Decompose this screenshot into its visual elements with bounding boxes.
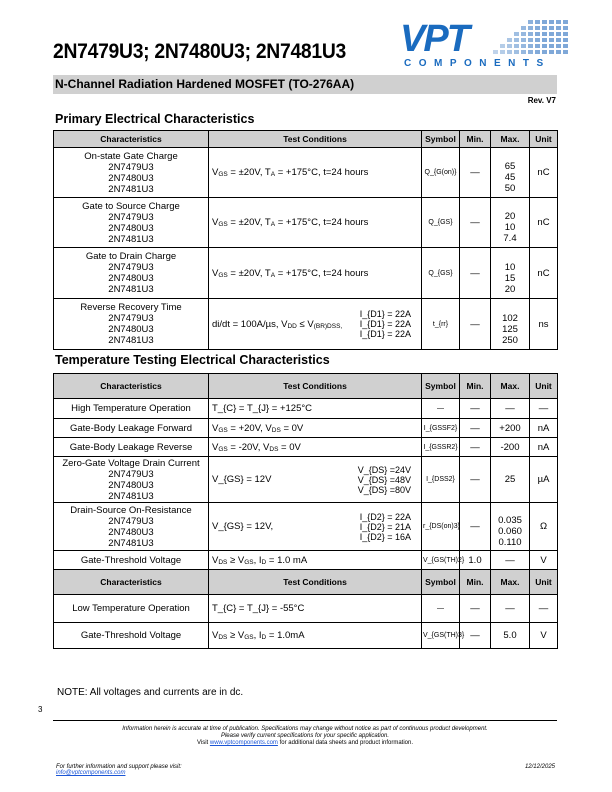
max-value: — [505, 554, 515, 566]
footer-date: 12/12/2025 [524, 764, 555, 770]
footer-divider [53, 720, 557, 721]
min-cell: — [460, 148, 491, 198]
characteristic-name: High Temperature Operation [71, 403, 191, 414]
conditions [212, 167, 419, 178]
part-number: 2N7481U3 [108, 490, 154, 502]
max-cell [491, 623, 530, 649]
table-row [54, 595, 558, 623]
revision: Rev. V7 [527, 96, 556, 105]
max-value: 15 [504, 272, 516, 284]
conditions [212, 603, 419, 614]
max-value: 50 [504, 183, 516, 194]
visit-prefix: Visit [196, 740, 210, 746]
footer-visit [53, 740, 557, 746]
condition-text: $V_{GS} = \pm 20V$, $T_A = +175^\circ C$, t=24 hours [212, 167, 369, 178]
page-number: 3 [38, 705, 43, 714]
footer-disclaimer: Information herein is accurate at time of publication. Specifications may change without notice as part of continuous product development. [122, 726, 488, 732]
characteristic-name: Gate-Body Leakage Reverse [69, 441, 193, 453]
min-cell: — [460, 503, 491, 551]
symbol-cell: t_{rr} [422, 299, 460, 350]
unit-cell: nC [530, 148, 558, 198]
column-header: Max. [491, 131, 530, 148]
part-number: 2N7481U3 [108, 233, 154, 245]
unit-cell: nA [530, 438, 558, 457]
conditions [212, 309, 419, 339]
characteristic-name: Gate-Threshold Voltage [80, 630, 182, 641]
column-header: Min. [460, 131, 491, 148]
unit-cell: — [530, 595, 558, 623]
part-number: 2N7481U3 [108, 537, 154, 549]
symbol-cell: Q_{GS} [422, 248, 460, 299]
primary-characteristics-table [53, 130, 558, 350]
min-cell: — [460, 595, 491, 623]
part-number: 2N7480U3 [108, 273, 154, 284]
characteristic-cell [54, 198, 209, 248]
email-link[interactable]: info@vptcomponents.com [56, 770, 126, 776]
section-title-primary: Primary Electrical Characteristics [55, 112, 255, 126]
svg-text:VPT: VPT [400, 18, 468, 60]
symbol-cell: r_{DS(on)3} [422, 503, 460, 551]
condition-text: $V_{GS} = +20V$, $V_{DS} = 0V$ [212, 422, 304, 434]
max-cell [491, 457, 530, 503]
characteristic-name: On-state Gate Charge [84, 150, 178, 162]
characteristic-name: Low Temperature Operation [72, 603, 190, 614]
column-header: Test Conditions [209, 570, 422, 595]
table-row [54, 503, 558, 551]
part-number: 2N7481U3 [108, 284, 154, 295]
table-row [54, 438, 558, 457]
unit-cell: V [530, 623, 558, 649]
symbol-cell: I_{DSS2} [422, 457, 460, 503]
test-conditions-cell [209, 198, 422, 248]
condition-text: $V_{GS} = \pm 20V$, $T_A = +175^\circ C$, t=24 hours [212, 267, 369, 279]
column-header: Unit [530, 131, 558, 148]
test-conditions-cell [209, 551, 422, 570]
max-value: -200 [500, 441, 520, 453]
condition-text: T_{C} = T_{J} = +125°C [212, 403, 313, 414]
column-header: Test Conditions [209, 131, 422, 148]
footer-verify: Please verify current specifications for your specific application. [220, 733, 390, 739]
part-number: 2N7479U3 [108, 313, 154, 324]
unit-cell: — [530, 399, 558, 419]
condition-value: V_{DS} =48V [357, 474, 411, 485]
min-cell: — [460, 299, 491, 350]
max-value: 10 [504, 222, 516, 233]
symbol-cell: Q_{GS} [422, 198, 460, 248]
max-value: 250 [502, 334, 518, 346]
max-cell [491, 299, 530, 350]
table-row [54, 248, 558, 299]
characteristic-cell [54, 248, 209, 299]
symbol-cell: V_{GS(TH)3} [422, 623, 460, 649]
conditions [212, 442, 419, 453]
test-conditions-cell [209, 148, 422, 198]
test-conditions-cell [209, 457, 422, 503]
max-value: 10 [504, 261, 516, 273]
part-number: 2N7481U3 [108, 335, 154, 346]
characteristic-cell [54, 551, 209, 570]
condition-text: V_{GS} = 12V, [212, 521, 274, 532]
table-row [54, 551, 558, 570]
unit-cell: nA [530, 419, 558, 438]
symbol-cell: — [422, 399, 460, 419]
symbol-cell: Q_{G(on)} [422, 148, 460, 198]
subtitle: N-Channel Radiation Hardened MOSFET (TO-276AA) [55, 77, 355, 91]
section-title-temperature: Temperature Testing Electrical Characteristics [55, 353, 330, 367]
characteristic-cell [54, 419, 209, 438]
characteristic-cell [54, 299, 209, 350]
table-row [54, 299, 558, 350]
part-number: 2N7479U3 [108, 262, 154, 273]
table-row [54, 198, 558, 248]
svg-text:COMPONENTS: COMPONENTS [404, 58, 551, 69]
website-link[interactable]: www.vptcomponents.com [209, 740, 278, 746]
max-value: 0.060 [498, 526, 522, 537]
max-value: 0.035 [498, 515, 522, 526]
max-cell [491, 551, 530, 570]
column-header: Symbol [422, 131, 460, 148]
column-header: Symbol [422, 374, 460, 399]
condition-values [360, 512, 411, 542]
max-value: 25 [504, 474, 516, 485]
symbol-cell: I_{GSSF2} [422, 419, 460, 438]
unit-cell: ns [530, 299, 558, 350]
condition-values [358, 465, 411, 495]
column-header: Min. [460, 374, 491, 399]
characteristic-name: Reverse Recovery Time [80, 302, 182, 313]
condition-text: di/dt = 100A/µs, $V_{DD} \le V_{(BR)DSS,}$ [212, 318, 343, 330]
condition-text: $V_{DS} \ge V_{GS}$, $I_D = 1.0mA$ [212, 630, 305, 641]
conditions [212, 423, 419, 434]
condition-values [360, 309, 411, 339]
vpt-logo [398, 18, 574, 70]
condition-text: $V_{GS} = \pm 20V$, $T_A = +175^\circ C$, t=24 hours [212, 217, 369, 228]
characteristic-name: Drain-Source On-Resistance [70, 504, 192, 516]
test-conditions-cell [209, 399, 422, 419]
characteristic-cell [54, 148, 209, 198]
column-header: Characteristics [54, 570, 209, 595]
characteristic-cell [54, 438, 209, 457]
part-number: 2N7480U3 [108, 172, 154, 184]
max-value: 20 [504, 211, 516, 222]
characteristic-cell [54, 503, 209, 551]
condition-value: I_{D2} = 16A [359, 531, 411, 542]
unit-cell: nC [530, 248, 558, 299]
part-number: 2N7480U3 [108, 479, 154, 491]
characteristic-cell [54, 595, 209, 623]
conditions [212, 555, 419, 566]
max-cell [491, 595, 530, 623]
condition-value: I_{D1} = 22A [359, 309, 411, 319]
test-conditions-cell [209, 438, 422, 457]
condition-text: V_{GS} = 12V [212, 474, 272, 485]
column-header: Unit [530, 570, 558, 595]
test-conditions-cell [209, 299, 422, 350]
min-cell: — [460, 623, 491, 649]
max-cell [491, 438, 530, 457]
visit-suffix: for additional data sheets and product information. [277, 740, 414, 746]
test-conditions-cell [209, 623, 422, 649]
max-value: 65 [504, 161, 516, 172]
conditions [212, 630, 419, 641]
table-header-row [54, 131, 558, 148]
max-cell [491, 419, 530, 438]
min-cell: — [460, 419, 491, 438]
table-row [54, 399, 558, 419]
subtitle-band [53, 75, 557, 94]
max-value: 45 [504, 172, 516, 183]
unit-cell: µA [530, 457, 558, 503]
condition-value: V_{DS} =24V [357, 464, 411, 475]
table-row [54, 419, 558, 438]
max-value: — [505, 403, 515, 414]
min-cell: — [460, 457, 491, 503]
condition-value: I_{D2} = 21A [359, 521, 411, 532]
max-value: 20 [504, 283, 516, 295]
min-cell: — [460, 248, 491, 299]
part-number: 2N7480U3 [108, 222, 154, 234]
table-row [54, 623, 558, 649]
table-header-row [54, 570, 558, 595]
characteristic-name: Gate to Drain Charge [85, 251, 177, 262]
unit-cell: Ω [530, 503, 558, 551]
condition-text: $V_{DS} \ge V_{GS}$, $I_D = 1.0$ mA [212, 554, 308, 566]
max-cell [491, 503, 530, 551]
column-header: Symbol [422, 570, 460, 595]
max-value: 7.4 [503, 233, 517, 244]
test-conditions-cell [209, 419, 422, 438]
condition-text: $V_{GS} = -20V$, $V_{DS} = 0V$ [212, 441, 301, 453]
column-header: Max. [491, 570, 530, 595]
max-value: — [505, 603, 515, 614]
min-cell: 1.0 [460, 551, 491, 570]
column-header: Characteristics [54, 374, 209, 399]
max-cell [491, 248, 530, 299]
temperature-testing-table [53, 373, 558, 649]
footer-support [56, 764, 182, 776]
max-cell [491, 198, 530, 248]
column-header: Unit [530, 374, 558, 399]
test-conditions-cell [209, 503, 422, 551]
max-value: 0.110 [498, 537, 522, 548]
characteristic-name: Zero-Gate Voltage Drain Current [62, 457, 200, 469]
condition-value: I_{D2} = 22A [359, 511, 411, 522]
unit-cell: nC [530, 198, 558, 248]
conditions [212, 403, 419, 414]
max-cell [491, 148, 530, 198]
characteristic-name: Gate to Source Charge [82, 200, 180, 212]
min-cell: — [460, 399, 491, 419]
column-header: Test Conditions [209, 374, 422, 399]
conditions [212, 268, 419, 279]
max-cell [491, 399, 530, 419]
table-row [54, 148, 558, 198]
page-title: 2N7479U3; 2N7480U3; 2N7481U3 [53, 40, 347, 63]
part-number: 2N7479U3 [108, 468, 154, 480]
note: NOTE: All voltages and currents are in dc. [57, 687, 244, 698]
characteristic-name: Gate-Threshold Voltage [80, 554, 182, 566]
min-cell: — [460, 438, 491, 457]
part-number: 2N7480U3 [108, 324, 154, 335]
characteristic-cell [54, 623, 209, 649]
part-number: 2N7479U3 [108, 515, 154, 527]
column-header: Characteristics [54, 131, 209, 148]
support-text: For further information and support please visit: [56, 764, 182, 770]
condition-value: I_{D1} = 22A [359, 329, 411, 339]
max-value: 102 [502, 312, 518, 324]
symbol-cell: I_{GSSR2} [422, 438, 460, 457]
characteristic-name: Gate-Body Leakage Forward [70, 422, 192, 434]
part-number: 2N7481U3 [108, 183, 154, 195]
max-value: 125 [502, 323, 518, 335]
conditions [212, 465, 419, 495]
condition-value: I_{D1} = 22A [359, 319, 411, 329]
table-header-row [54, 374, 558, 399]
part-number: 2N7479U3 [108, 161, 154, 173]
table-row [54, 457, 558, 503]
min-cell: — [460, 198, 491, 248]
part-number: 2N7479U3 [108, 211, 154, 223]
max-value: +200 [499, 422, 521, 434]
condition-value: V_{DS} =80V [357, 484, 411, 495]
test-conditions-cell [209, 595, 422, 623]
test-conditions-cell [209, 248, 422, 299]
unit-cell: V [530, 551, 558, 570]
max-value: 5.0 [503, 630, 517, 641]
symbol-cell: — [422, 595, 460, 623]
column-header: Min. [460, 570, 491, 595]
characteristic-cell [54, 399, 209, 419]
part-number: 2N7480U3 [108, 526, 154, 538]
conditions [212, 512, 419, 542]
characteristic-cell [54, 457, 209, 503]
condition-text: T_{C} = T_{J} = -55°C [212, 603, 305, 614]
conditions [212, 217, 419, 228]
symbol-cell: V_{GS(TH)2} [422, 551, 460, 570]
column-header: Max. [491, 374, 530, 399]
